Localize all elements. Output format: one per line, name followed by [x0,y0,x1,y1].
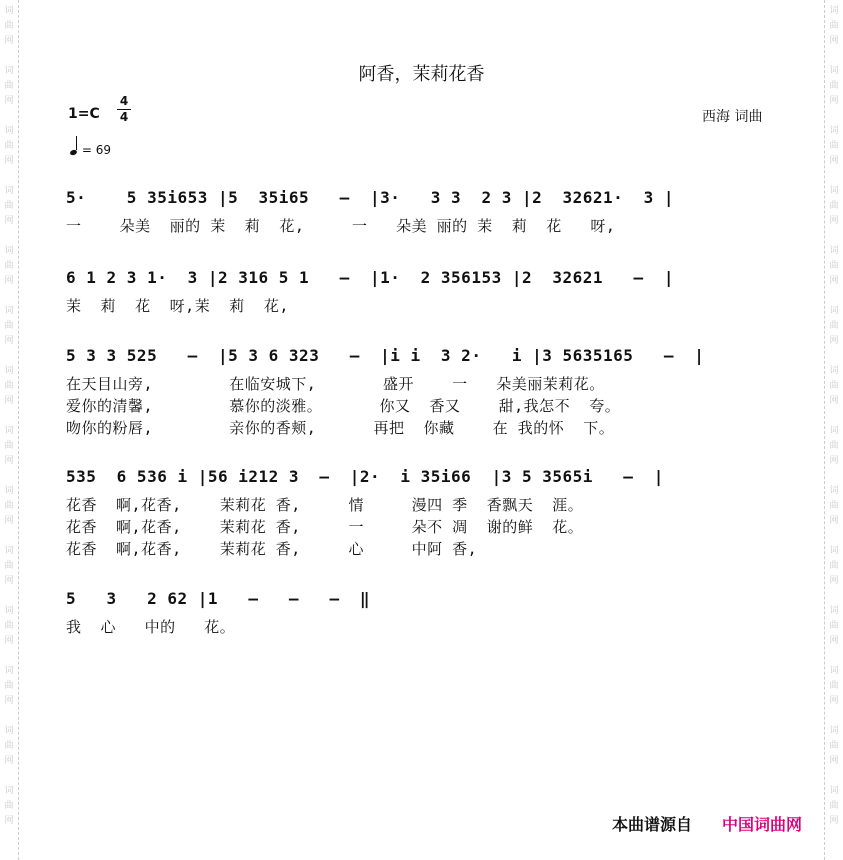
watermark-glyph: 网 [4,756,14,766]
composer-credit: 西海 词曲 [702,109,763,125]
lyric-line: 吻你的粉唇, 亲你的香颊, 再把 你藏 在 我的怀 下。 [66,419,615,437]
watermark-glyph-group [2,304,16,349]
lyric-line: 在天目山旁, 在临安城下, 盛开 一 朵美丽茉莉花。 [66,375,605,393]
lyric-line: 花香 啊,花香, 茉莉花 香, 心 中阿 香, [66,540,478,558]
watermark-glyph: 词 [4,246,14,256]
watermark-glyph: 曲 [4,381,14,391]
watermark-glyph: 曲 [829,681,839,691]
watermark-glyph: 曲 [829,261,839,271]
watermark-glyph: 网 [4,816,14,826]
watermark-glyph: 网 [829,336,839,346]
watermark-glyph-group [827,604,841,649]
watermark-glyph-group [2,364,16,409]
watermark-glyph: 词 [4,66,14,76]
watermark-glyph-group [827,244,841,289]
notation-line: 535 6 536 i |56 i212 3 – |2· i 35i66 |3 5 3565i – | [66,467,664,486]
watermark-glyph: 词 [829,726,839,736]
watermark-glyph-group [2,604,16,649]
watermark-glyph: 网 [829,456,839,466]
watermark-glyph: 曲 [829,561,839,571]
watermark-glyph: 网 [829,96,839,106]
watermark-glyph-group [827,424,841,469]
watermark-glyph: 网 [4,396,14,406]
watermark-glyph-group [2,124,16,169]
watermark-glyph: 词 [829,666,839,676]
watermark-glyph: 网 [4,636,14,646]
watermark-glyph: 曲 [4,141,14,151]
notation-line: 5· 5 35i653 |5 35i65 – |3· 3 3 2 3 |2 32621· 3 | [66,188,674,207]
watermark-glyph: 词 [829,66,839,76]
watermark-glyph-group [2,424,16,469]
watermark-glyph: 网 [4,576,14,586]
watermark-glyph: 词 [4,426,14,436]
watermark-glyph: 曲 [829,81,839,91]
watermark-glyph: 网 [829,156,839,166]
watermark-glyph: 网 [4,336,14,346]
lyric-line: 爱你的清馨, 慕你的淡雅。 你又 香又 甜,我怎不 夸。 [66,397,621,415]
watermark-glyph: 曲 [829,321,839,331]
watermark-glyph-group [827,724,841,769]
page-title: 阿香，茉莉花香 [358,64,485,85]
lyric-line: 花香 啊,花香, 茉莉花 香, 一 朵不 凋 谢的鲜 花。 [66,518,584,536]
lyric-line: 茉 莉 花 呀,茉 莉 花, [66,297,289,315]
watermark-glyph: 网 [829,576,839,586]
right-margin-strip [824,0,843,860]
time-signature [117,95,131,124]
watermark-glyph-group [827,184,841,229]
watermark-glyph: 网 [4,276,14,286]
watermark-glyph-group [827,4,841,49]
watermark-glyph-group [2,4,16,49]
watermark-glyph: 网 [4,156,14,166]
notation-line: 5 3 3 525 – |5 3 6 323 – |i i 3 2· i |3 5635165 – | [66,346,705,365]
watermark-glyph-group [2,184,16,229]
time-signature-bottom: 4 [119,110,129,124]
watermark-glyph-group [2,784,16,829]
left-margin-strip [0,0,19,860]
watermark-glyph: 词 [4,306,14,316]
watermark-glyph: 词 [4,606,14,616]
watermark-glyph-group [827,364,841,409]
watermark-glyph: 网 [829,516,839,526]
watermark-glyph: 词 [829,186,839,196]
lyric-line: 一 朵美 丽的 茉 莉 花, 一 朵美 丽的 茉 莉 花 呀, [66,217,616,235]
watermark-glyph: 网 [829,276,839,286]
watermark-glyph-group [2,244,16,289]
lyric-line: 花香 啊,花香, 茉莉花 香, 情 漫四 季 香飘天 涯。 [66,496,584,514]
watermark-glyph: 曲 [4,201,14,211]
watermark-glyph: 词 [829,366,839,376]
watermark-glyph: 词 [4,726,14,736]
watermark-glyph: 词 [4,366,14,376]
watermark-glyph-group [827,784,841,829]
watermark-glyph: 词 [829,246,839,256]
watermark-glyph-group [827,304,841,349]
notation-line: 5 3 2 62 |1 – – – ‖ [66,589,370,608]
watermark-glyph: 曲 [4,621,14,631]
watermark-glyph: 曲 [829,801,839,811]
watermark-glyph: 词 [829,546,839,556]
quarter-note-stem [76,136,77,150]
watermark-glyph: 网 [829,216,839,226]
watermark-glyph: 词 [829,6,839,16]
watermark-glyph: 词 [829,486,839,496]
watermark-glyph: 词 [4,186,14,196]
watermark-glyph-group [827,484,841,529]
watermark-glyph: 曲 [829,201,839,211]
source-label: 本曲谱源自 [612,815,693,834]
watermark-glyph: 词 [4,546,14,556]
source-brand-link[interactable]: 中国词曲网 [722,815,803,834]
watermark-glyph: 曲 [4,261,14,271]
watermark-glyph: 曲 [4,801,14,811]
watermark-glyph: 曲 [4,321,14,331]
watermark-glyph: 词 [4,126,14,136]
watermark-glyph: 曲 [4,741,14,751]
watermark-glyph: 网 [829,396,839,406]
watermark-glyph: 词 [829,126,839,136]
watermark-glyph: 词 [4,666,14,676]
watermark-glyph: 网 [4,516,14,526]
watermark-glyph: 网 [4,456,14,466]
watermark-glyph-group [2,484,16,529]
tempo-marking [70,140,111,157]
watermark-glyph: 曲 [829,141,839,151]
watermark-glyph: 词 [829,786,839,796]
watermark-glyph: 网 [4,96,14,106]
watermark-glyph: 词 [4,6,14,16]
watermark-glyph: 曲 [829,381,839,391]
watermark-glyph: 词 [4,486,14,496]
watermark-glyph: 网 [829,696,839,706]
watermark-glyph-group [827,124,841,169]
lyric-line: 我 心 中的 花。 [66,618,236,636]
watermark-glyph-group [827,544,841,589]
watermark-glyph: 曲 [4,21,14,31]
watermark-glyph: 曲 [829,441,839,451]
watermark-glyph: 曲 [829,21,839,31]
watermark-glyph: 曲 [4,561,14,571]
watermark-glyph: 词 [829,306,839,316]
watermark-glyph: 曲 [4,501,14,511]
watermark-glyph: 网 [4,696,14,706]
watermark-glyph-group [2,664,16,709]
watermark-glyph: 曲 [4,441,14,451]
watermark-glyph: 词 [829,606,839,616]
watermark-glyph: 曲 [829,741,839,751]
watermark-glyph-group [2,544,16,589]
watermark-glyph-group [827,664,841,709]
watermark-glyph: 网 [829,36,839,46]
watermark-glyph: 曲 [4,81,14,91]
watermark-glyph: 网 [829,816,839,826]
key-signature: 1=C [68,106,100,122]
watermark-glyph: 网 [829,636,839,646]
watermark-glyph: 词 [829,426,839,436]
watermark-glyph: 曲 [829,501,839,511]
watermark-glyph: 曲 [4,681,14,691]
quarter-note-icon [69,149,77,156]
watermark-glyph-group [2,724,16,769]
watermark-glyph: 网 [829,756,839,766]
watermark-glyph: 词 [4,786,14,796]
time-signature-top: 4 [119,94,129,108]
watermark-glyph: 网 [4,36,14,46]
watermark-glyph: 网 [4,216,14,226]
watermark-glyph: 曲 [829,621,839,631]
tempo-value: = 69 [81,143,111,157]
notation-line: 6 1 2 3 1· 3 |2 316 5 1 – |1· 2 356153 |2 32621 – | [66,268,674,287]
